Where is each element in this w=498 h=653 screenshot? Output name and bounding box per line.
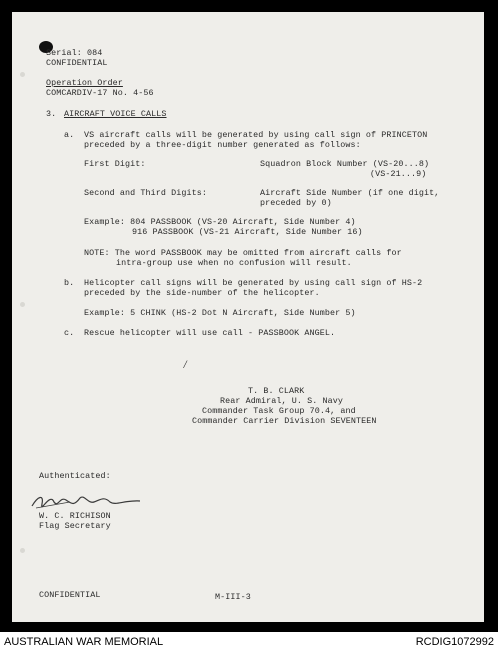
stray-mark: ⁄ — [182, 360, 189, 372]
para-a-letter: a. — [64, 130, 75, 140]
signer-title-2: Commander Carrier Division SEVENTEEN — [192, 416, 377, 426]
order-title: Operation Order — [46, 78, 123, 88]
document-page — [12, 12, 484, 622]
para-b-letter: b. — [64, 278, 75, 288]
para-a-line1: VS aircraft calls will be generated by using call sign of PRINCETON — [84, 130, 428, 140]
serial-number: Serial: 084 — [46, 48, 103, 58]
punch-hole — [20, 302, 25, 307]
note-line-2: intra-group use when no confusion will result. — [116, 258, 352, 268]
section-title: AIRCRAFT VOICE CALLS — [64, 109, 167, 119]
para-b-example: Example: 5 CHINK (HS-2 Dot N Aircraft, Side Number 5) — [84, 308, 356, 318]
first-digit-value-2: (VS-21...9) — [370, 169, 427, 179]
second-third-label: Second and Third Digits: — [84, 188, 208, 198]
archive-institution: AUSTRALIAN WAR MEMORIAL — [4, 636, 164, 648]
note-line-1: NOTE: The word PASSBOOK may be omitted from aircraft calls for — [84, 248, 402, 258]
para-b-line2: preceded by the side-number of the helicopter. — [84, 288, 320, 298]
classification-footer: CONFIDENTIAL — [39, 590, 101, 600]
example-line-2: 916 PASSBOOK (VS-21 Aircraft, Side Number 16) — [132, 227, 363, 237]
para-b-line1: Helicopter call signs will be generated by using call sign of HS-2 — [84, 278, 423, 288]
authenticated-label: Authenticated: — [39, 471, 111, 481]
page-number: M-III-3 — [215, 592, 251, 602]
example-line-1: Example: 804 PASSBOOK (VS-20 Aircraft, Side Number 4) — [84, 217, 356, 227]
first-digit-value: Squadron Block Number (VS-20...8) — [260, 159, 430, 169]
authenticator-name: W. C. RICHISON — [39, 511, 111, 521]
punch-hole — [20, 72, 25, 77]
para-a-line2: preceded by a three-digit number generated as follows: — [84, 140, 361, 150]
signer-rank: Rear Admiral, U. S. Navy — [220, 396, 344, 406]
para-c-letter: c. — [64, 328, 75, 338]
archive-reference: RCDIG1072992 — [415, 636, 494, 648]
authenticator-title: Flag Secretary — [39, 521, 111, 531]
signer-title-1: Commander Task Group 70.4, and — [202, 406, 356, 416]
para-c-line1: Rescue helicopter will use call - PASSBOOK ANGEL. — [84, 328, 336, 338]
punch-hole — [20, 548, 25, 553]
second-third-value-2: preceded by 0) — [260, 198, 332, 208]
section-number: 3. — [46, 109, 57, 119]
classification-header: CONFIDENTIAL — [46, 58, 108, 68]
second-third-value: Aircraft Side Number (if one digit, — [260, 188, 440, 198]
signer-name: T. B. CLARK — [248, 386, 305, 396]
order-number: COMCARDIV-17 No. 4-56 — [46, 88, 154, 98]
archive-caption-bar — [0, 632, 498, 653]
first-digit-label: First Digit: — [84, 159, 146, 169]
handwritten-signature — [30, 490, 142, 512]
